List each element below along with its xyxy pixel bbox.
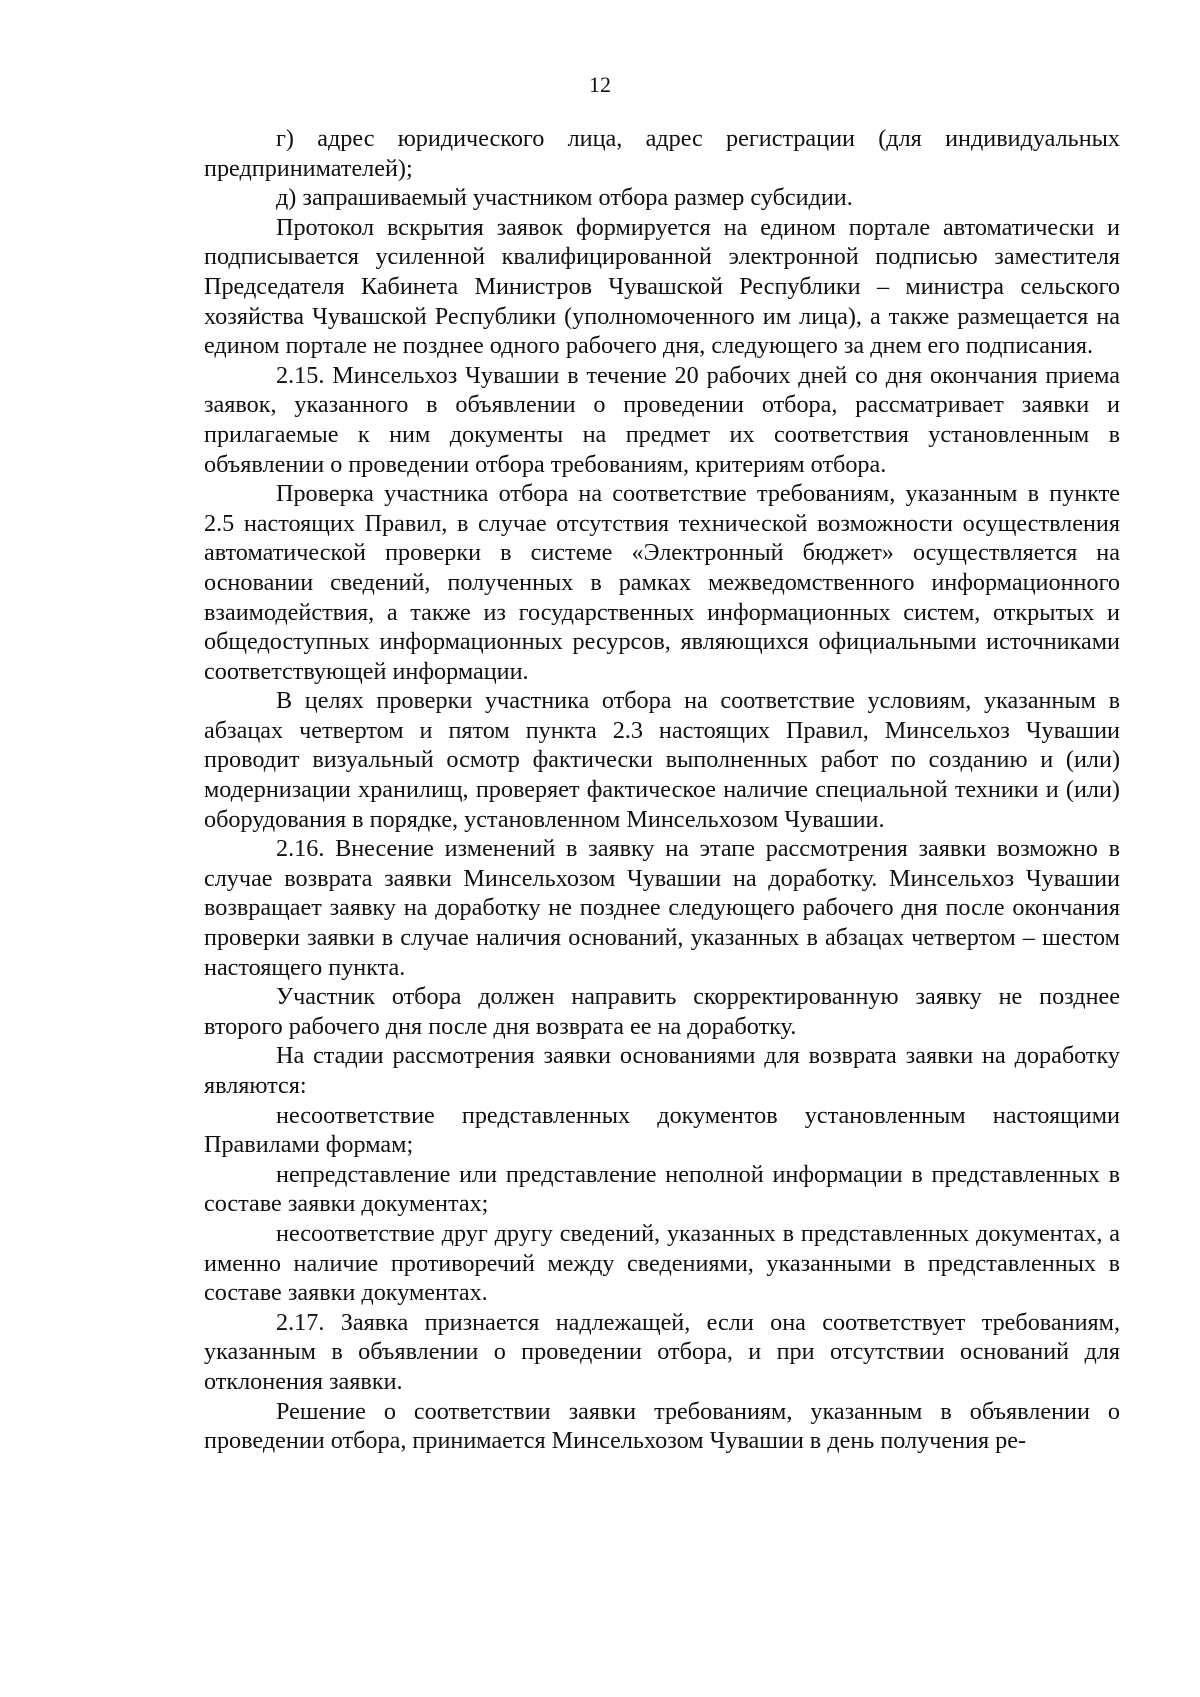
paragraph: 2.15. Минсельхоз Чувашии в течение 20 рабочих дней со дня окончания приема заявок, указанного в объявлении о проведении отбора, рассматривает заявки и прилагаемые к ним документы на предмет их соответствия установленным в объявлении о проведении отбора требованиям, критериям отбора. bbox=[204, 361, 1120, 478]
paragraph: 2.17. Заявка признается надлежащей, если она соответствует требованиям, указанным в объявлении о проведении отбора, и при отсутствии оснований для отклонения заявки. bbox=[204, 1308, 1120, 1395]
paragraph: г) адрес юридического лица, адрес регистрации (для индивидуальных предпринимателей); bbox=[204, 125, 1120, 182]
paragraph: несоответствие представленных документов установленным настоящими Правилами формам; bbox=[204, 1101, 1120, 1159]
paragraph: Решение о соответствии заявки требованиям, указанным в объявлении о проведении отбора, принимается Минсельхозом Чувашии в день получения ре- bbox=[204, 1397, 1120, 1455]
paragraph: На стадии рассмотрения заявки основаниями для возврата заявки на доработку являются: bbox=[204, 1042, 1120, 1099]
paragraph: 2.16. Внесение изменений в заявку на этапе рассмотрения заявки возможно в случае возврата заявки Минсельхозом Чувашии на доработку. Минсельхоз Чувашии возвращает заявку на доработку не позднее следующего рабочего дня после окончания проверки заявки в случае наличия оснований, указанных в абзацах четвертом – шестом настоящего пункта. bbox=[204, 835, 1120, 981]
paragraph: Протокол вскрытия заявок формируется на едином портале автоматически и подписывается усиленной квалифицированной электронной подписью заместителя Председателя Кабинета Министров Чувашской Республики – министра сельского хозяйства Чувашской Республики (уполномоченного им лица), а также размещается на едином портале не позднее одного рабочего дня, следующего за днем его подписания. bbox=[204, 213, 1120, 360]
paragraph: Участник отбора должен направить скорректированную заявку не позднее второго рабочего дня после дня возврата ее на доработку. bbox=[204, 983, 1120, 1040]
document-body bbox=[204, 124, 1120, 1456]
paragraph: непредставление или представление неполной информации в представленных в составе заявки документах; bbox=[204, 1160, 1120, 1218]
paragraph: д) запрашиваемый участником отбора размер субсидии. bbox=[276, 184, 853, 212]
paragraph: несоответствие друг другу сведений, указанных в представленных документах, а именно наличие противоречий между сведениями, указанными в представленных в составе заявки документах. bbox=[204, 1219, 1120, 1307]
paragraph: В целях проверки участника отбора на соответствие условиям, указанным в абзацах четвертом и пятом пункта 2.3 настоящих Правил, Минсельхоз Чувашии проводит визуальный осмотр фактически выполненных работ по созданию и (или) модернизации хранилищ, проверяет фактическое наличие специальной техники и (или) оборудования в порядке, установленном Минсельхозом Чувашии. bbox=[204, 687, 1120, 833]
page-number: 12 bbox=[589, 72, 611, 97]
paragraph: Проверка участника отбора на соответствие требованиям, указанным в пункте 2.5 настоящих Правил, в случае отсутствия технической возможности осуществления автоматической проверки в системе «Электронный бюджет» осуществляется на основании сведений, полученных в рамках межведомственного информационного взаимодействия, а также из государственных информационных систем, открытых и общедоступных информационных ресурсов, являющихся официальными источниками соответствующей информации. bbox=[204, 480, 1120, 685]
